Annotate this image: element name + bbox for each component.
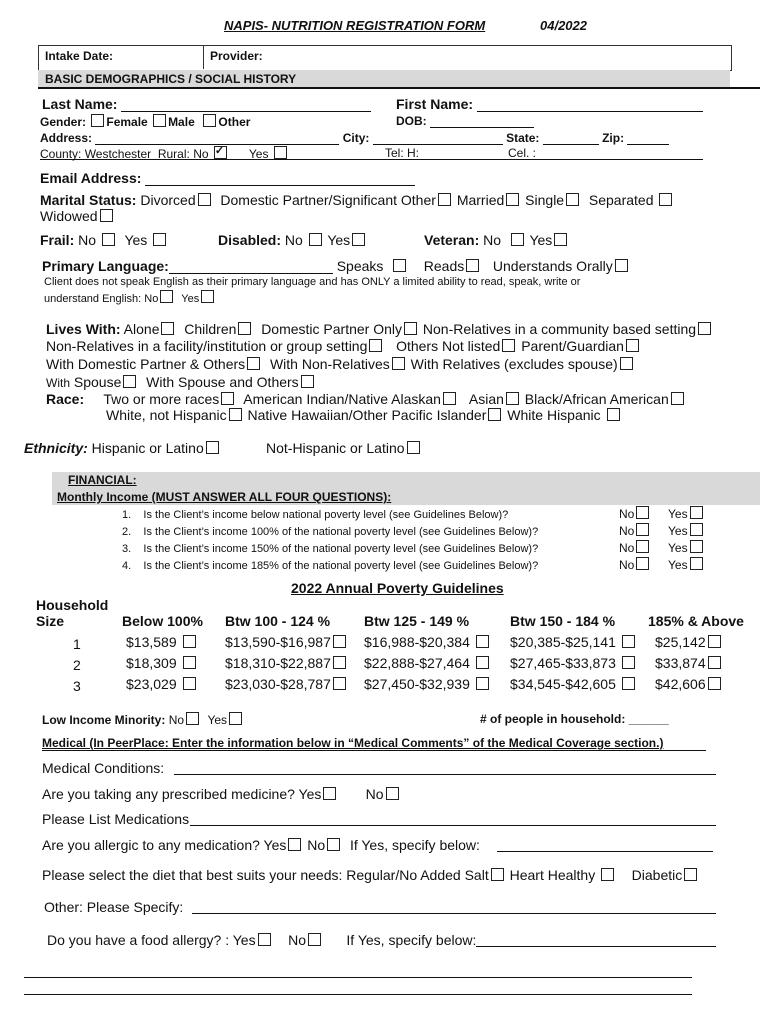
prescribed-yes-checkbox[interactable] — [323, 787, 336, 800]
intake-box — [38, 45, 732, 71]
food-allergy-yes-checkbox[interactable] — [258, 933, 271, 946]
lives-with-label: Lives With: — [46, 321, 121, 337]
col-100-124: Btw 100 - 124 % — [225, 613, 331, 629]
lep-no-label: understand English: No — [44, 293, 159, 305]
demographics-heading: BASIC DEMOGRAPHICS / SOCIAL HISTORY — [45, 72, 297, 86]
marital-label: Marital Status: — [40, 192, 137, 208]
lep-row — [44, 290, 216, 305]
allergic-yes-label: Are you allergic to any medication? Yes — [42, 837, 287, 853]
not-hispanic-label: Not-Hispanic or Latino — [266, 440, 405, 456]
poverty-cell — [655, 674, 723, 695]
poverty-checkbox[interactable] — [333, 677, 346, 690]
diet-row — [42, 867, 699, 883]
food-allergy-row — [47, 932, 476, 948]
reads-label: Reads — [423, 258, 465, 274]
yes-checkbox[interactable] — [690, 506, 703, 519]
understands-label: Understands Orally — [492, 258, 613, 274]
single-label: Single — [525, 192, 565, 208]
poverty-checkbox[interactable] — [622, 677, 635, 690]
col-185-above: 185% & Above — [648, 613, 744, 629]
low-income-yes-checkbox[interactable] — [229, 712, 242, 725]
rural-label: Rural: No — [157, 147, 209, 161]
question-text: Is the Client’s income 100% of the national poverty level (see Guidelines Below)? — [143, 526, 539, 538]
yes-label: Yes — [668, 507, 688, 521]
divorced-checkbox[interactable] — [198, 193, 211, 206]
frail-label: Frail: — [40, 232, 75, 248]
income-answer-row — [619, 523, 705, 540]
low-income-row — [42, 712, 244, 727]
question-number: 4. — [122, 560, 132, 572]
widowed-checkbox[interactable] — [100, 209, 113, 222]
disabled-no-label: No — [284, 232, 303, 248]
single-checkbox[interactable] — [566, 193, 579, 206]
household-size: 3 — [73, 678, 81, 694]
household-sizes — [73, 634, 81, 697]
low-income-yes-label: Yes — [207, 713, 228, 727]
food-allergy-specify-field[interactable] — [476, 946, 716, 947]
not-hispanic-row — [266, 440, 422, 456]
poverty-cell — [126, 674, 198, 695]
language-label: Primary Language: — [42, 258, 169, 274]
dp-only-checkbox[interactable] — [404, 322, 417, 335]
poverty-checkbox[interactable] — [708, 656, 721, 669]
county-underline — [40, 159, 703, 160]
not-hispanic-checkbox[interactable] — [407, 441, 420, 454]
dp-others-checkbox[interactable] — [247, 357, 260, 370]
white-nh-checkbox[interactable] — [229, 408, 242, 421]
others-nl-checkbox[interactable] — [502, 339, 515, 352]
race-row-2 — [106, 407, 622, 423]
poverty-value: $25,142 — [655, 634, 706, 650]
poverty-cell — [364, 674, 491, 695]
poverty-checkbox[interactable] — [183, 635, 196, 648]
other-specify-label: Other: Please Specify: — [44, 899, 184, 915]
income-question — [122, 558, 538, 575]
male-label: Male — [168, 115, 195, 129]
medical-heading: Medical (In PeerPlace: Enter the information below in “Medical Comments” of the Medical Coverage section.) — [42, 736, 664, 750]
poverty-cell — [364, 653, 491, 674]
list-meds-label: Please List Medications — [42, 811, 190, 827]
veteran-no-label: No — [483, 232, 502, 248]
household-size: 2 — [73, 657, 81, 673]
male-checkbox[interactable] — [153, 114, 166, 127]
last-name-row — [42, 96, 371, 112]
zip-field[interactable] — [627, 132, 669, 145]
no-checkbox[interactable] — [636, 523, 649, 536]
disabled-no-checkbox[interactable] — [309, 233, 322, 246]
col-150-184: Btw 150 - 184 % — [510, 613, 616, 629]
relatives-label: With Relatives (excludes spouse) — [410, 356, 618, 372]
poverty-cell — [655, 653, 723, 674]
married-checkbox[interactable] — [506, 193, 519, 206]
speaks-checkbox[interactable] — [393, 259, 406, 272]
heart-healthy-checkbox[interactable] — [601, 868, 614, 881]
prescribed-label: Are you taking any prescribed medicine? Yes — [42, 786, 322, 802]
rural-no-checkbox[interactable] — [214, 146, 227, 159]
poverty-title: 2022 Annual Poverty Guidelines — [291, 580, 504, 596]
frail-row — [40, 232, 168, 248]
poverty-checkbox[interactable] — [476, 677, 489, 690]
poverty-value: $42,606 — [655, 676, 706, 692]
black-label: Black/African American — [524, 391, 669, 407]
income-question — [122, 507, 538, 524]
poverty-value: $34,545-$42,605 — [510, 676, 616, 692]
divorced-label: Divorced — [140, 192, 196, 208]
rural-yes-label: Yes — [248, 147, 269, 161]
poverty-value: $23,030-$28,787 — [225, 676, 331, 692]
frail-no-checkbox[interactable] — [102, 233, 115, 246]
frail-no-label: No — [78, 232, 97, 248]
zip-label: Zip: — [602, 131, 625, 145]
medical-heading-underline — [42, 750, 706, 751]
with-spouse-prefix: With — [46, 376, 70, 390]
hawaiian-checkbox[interactable] — [488, 408, 501, 421]
poverty-value: $20,385-$25,141 — [510, 634, 616, 650]
col-125-149-values — [364, 632, 491, 695]
lep-yes-checkbox[interactable] — [201, 290, 214, 303]
notes-line-2[interactable] — [24, 994, 692, 995]
county-label: County: Westchester — [40, 147, 152, 161]
poverty-value: $18,309 — [126, 655, 177, 671]
yes-label: Yes — [668, 524, 688, 538]
prescribed-no-checkbox[interactable] — [386, 787, 399, 800]
state-field[interactable] — [543, 132, 599, 145]
no-label: No — [619, 541, 635, 555]
female-label: Female — [106, 115, 148, 129]
dob-label: DOB: — [396, 114, 427, 128]
col-185-above-values — [655, 632, 723, 695]
poverty-cell — [510, 632, 637, 653]
relatives-checkbox[interactable] — [620, 357, 633, 370]
hawaiian-label: Native Hawaiian/Other Pacific Islander — [247, 407, 487, 423]
last-name-field[interactable] — [121, 99, 371, 112]
lives-row-1 — [46, 321, 713, 337]
lep-yes-label: Yes — [181, 293, 200, 305]
poverty-checkbox[interactable] — [333, 656, 346, 669]
food-allergy-yes-label: Do you have a food allergy? : Yes — [47, 932, 256, 948]
poverty-checkbox[interactable] — [476, 656, 489, 669]
low-income-label: Low Income Minority: — [42, 713, 166, 727]
food-allergy-no-checkbox[interactable] — [308, 933, 321, 946]
parent-label: Parent/Guardian — [521, 338, 624, 354]
alone-label: Alone — [123, 321, 160, 337]
disabled-label: Disabled: — [218, 232, 282, 248]
allergic-row — [42, 837, 480, 853]
food-allergy-specify-label: If Yes, specify below: — [346, 932, 477, 948]
with-spouse-label: Spouse — [73, 374, 122, 390]
list-meds-field[interactable] — [190, 825, 716, 826]
understands-checkbox[interactable] — [615, 259, 628, 272]
poverty-cell — [655, 632, 723, 653]
question-text: Is the Client’s income 150% of the national poverty level (see Guidelines Below)? — [143, 543, 539, 555]
form-date: 04/2022 — [540, 18, 587, 33]
allergic-specify-label: If Yes, specify below: — [349, 837, 480, 853]
amer-indian-checkbox[interactable] — [443, 392, 456, 405]
poverty-cell — [126, 632, 198, 653]
veteran-no-checkbox[interactable] — [511, 233, 524, 246]
race-label: Race: — [46, 391, 85, 407]
lives-row-3 — [46, 356, 635, 372]
poverty-value: $16,988-$20,384 — [364, 634, 470, 650]
poverty-cell — [510, 674, 637, 695]
reads-checkbox[interactable] — [466, 259, 479, 272]
question-number: 1. — [122, 509, 132, 521]
alone-checkbox[interactable] — [161, 322, 174, 335]
dob-row — [396, 114, 534, 128]
poverty-value: $22,888-$27,464 — [364, 655, 470, 671]
allergic-yes-checkbox[interactable] — [288, 838, 301, 851]
household-size: 1 — [73, 636, 81, 652]
poverty-checkbox[interactable] — [183, 677, 196, 690]
rural-yes-checkbox[interactable] — [274, 146, 287, 159]
disabled-yes-checkbox[interactable] — [352, 233, 365, 246]
last-name-label: Last Name: — [42, 96, 118, 112]
poverty-checkbox[interactable] — [708, 677, 721, 690]
col-below-100-values — [126, 632, 198, 695]
asian-label: Asian — [468, 391, 504, 407]
diabetic-label: Diabetic — [631, 867, 683, 883]
allergic-specify-field[interactable] — [497, 851, 713, 852]
income-question — [122, 541, 538, 558]
language-row — [42, 258, 630, 274]
diabetic-checkbox[interactable] — [684, 868, 697, 881]
speaks-label: Speaks — [336, 258, 384, 274]
poverty-checkbox[interactable] — [476, 635, 489, 648]
lep-no-checkbox[interactable] — [160, 290, 173, 303]
disabled-yes-label: Yes — [327, 232, 351, 248]
allergic-no-label: No — [307, 837, 326, 853]
parent-checkbox[interactable] — [626, 339, 639, 352]
income-answer-row — [619, 506, 705, 523]
partner-checkbox[interactable] — [438, 193, 451, 206]
yes-label: Yes — [668, 558, 688, 572]
non-rels-label: With Non-Relatives — [269, 356, 390, 372]
diet-regular-checkbox[interactable] — [491, 868, 504, 881]
spouse-others-checkbox[interactable] — [301, 375, 314, 388]
spouse-others-label: With Spouse and Others — [146, 374, 299, 390]
poverty-value: $27,450-$32,939 — [364, 676, 470, 692]
veteran-label: Veteran: — [424, 232, 480, 248]
question-number: 3. — [122, 543, 132, 555]
dp-only-label: Domestic Partner Only — [261, 321, 403, 337]
female-checkbox[interactable] — [91, 114, 104, 127]
conditions-label: Medical Conditions: — [42, 760, 165, 776]
poverty-value: $33,874 — [655, 655, 706, 671]
city-field[interactable] — [373, 132, 503, 145]
first-name-field[interactable] — [477, 99, 703, 112]
poverty-value: $13,590-$16,987 — [225, 634, 331, 650]
separated-label: Separated — [588, 192, 654, 208]
state-label: State: — [506, 131, 540, 145]
address-row — [40, 131, 669, 145]
poverty-cell — [225, 653, 348, 674]
veteran-row — [424, 232, 569, 248]
no-checkbox[interactable] — [636, 540, 649, 553]
other-gender-checkbox[interactable] — [203, 114, 216, 127]
veteran-yes-label: Yes — [529, 232, 553, 248]
children-checkbox[interactable] — [238, 322, 251, 335]
race-row-1 — [46, 391, 686, 407]
no-label: No — [619, 507, 635, 521]
email-field[interactable] — [145, 173, 415, 186]
children-label: Children — [184, 321, 237, 337]
people-in-household: # of people in household: ______ — [480, 712, 669, 726]
income-answer-row — [619, 557, 705, 574]
col-100-124-values — [225, 632, 348, 695]
yes-checkbox[interactable] — [690, 523, 703, 536]
poverty-cell — [225, 674, 348, 695]
poverty-value: $13,589 — [126, 634, 177, 650]
non-rel-fac-checkbox[interactable] — [369, 339, 382, 352]
question-text: Is the Client’s income below national poverty level (see Guidelines Below)? — [143, 509, 509, 521]
poverty-cell — [225, 632, 348, 653]
non-rel-comm-label: Non-Relatives in a community based setting — [422, 321, 697, 337]
black-checkbox[interactable] — [671, 392, 684, 405]
poverty-checkbox[interactable] — [708, 635, 721, 648]
ethnicity-row — [24, 440, 221, 456]
address-label: Address: — [40, 131, 93, 145]
dp-others-label: With Domestic Partner & Others — [46, 356, 246, 372]
no-label: No — [619, 524, 635, 538]
separated-checkbox[interactable] — [659, 193, 672, 206]
poverty-checkbox[interactable] — [183, 656, 196, 669]
hispanic-checkbox[interactable] — [206, 441, 219, 454]
lep-line-1: Client does not speak English as their primary language and has ONLY a limited ability to read, speak, write or — [44, 276, 581, 288]
prescribed-no-label: No — [365, 786, 384, 802]
provider-label: Provider: — [210, 49, 263, 63]
poverty-cell — [126, 653, 198, 674]
marital-row — [40, 192, 674, 208]
income-answer-row — [619, 540, 705, 557]
tel-label: Tel: H: — [385, 146, 420, 160]
first-name-label: First Name: — [396, 96, 474, 112]
poverty-value: $23,029 — [126, 676, 177, 692]
poverty-value: $27,465-$33,873 — [510, 655, 616, 671]
poverty-cell — [364, 632, 491, 653]
low-income-no-checkbox[interactable] — [186, 712, 199, 725]
notes-line-1[interactable] — [24, 977, 692, 978]
disabled-row — [218, 232, 367, 248]
widowed-row — [40, 208, 115, 224]
hispanic-label: Hispanic or Latino — [91, 440, 204, 456]
income-questions — [122, 507, 538, 575]
gender-row — [40, 114, 250, 129]
other-specify-field[interactable] — [192, 913, 716, 914]
no-checkbox[interactable] — [636, 506, 649, 519]
frail-yes-label: Yes — [124, 232, 148, 248]
other-gender-label: Other — [218, 115, 251, 129]
question-number: 2. — [122, 526, 132, 538]
non-rel-comm-checkbox[interactable] — [698, 322, 711, 335]
others-nl-label: Others Not listed — [396, 338, 501, 354]
demographics-rule — [38, 87, 760, 89]
lives-row-4 — [46, 374, 316, 390]
income-question — [122, 524, 538, 541]
non-rel-fac-label: Non-Relatives in a facility/institution or group setting — [46, 338, 368, 354]
conditions-field[interactable] — [174, 774, 716, 775]
yes-checkbox[interactable] — [690, 540, 703, 553]
partner-label: Domestic Partner/Significant Other — [220, 192, 436, 208]
non-rels-checkbox[interactable] — [392, 357, 405, 370]
first-name-row — [396, 96, 703, 112]
question-text: Is the Client’s income 185% of the national poverty level (see Guidelines Below)? — [143, 560, 539, 572]
yes-checkbox[interactable] — [690, 557, 703, 570]
two-more-checkbox[interactable] — [221, 392, 234, 405]
intake-date-label: Intake Date: — [45, 49, 114, 63]
monthly-income-heading: Monthly Income (MUST ANSWER ALL FOUR QUESTIONS): — [57, 490, 392, 504]
ethnicity-label: Ethnicity: — [24, 440, 88, 456]
email-label: Email Address: — [40, 170, 142, 186]
intake-divider — [203, 45, 204, 69]
gender-label: Gender: — [40, 115, 87, 129]
low-income-no-label: No — [168, 713, 185, 727]
income-answers — [619, 506, 705, 574]
poverty-checkbox[interactable] — [622, 656, 635, 669]
two-more-label: Two or more races — [103, 391, 220, 407]
yes-label: Yes — [668, 541, 688, 555]
allergic-no-checkbox[interactable] — [327, 838, 340, 851]
financial-heading: FINANCIAL: — [68, 473, 137, 487]
heart-healthy-label: Heart Healthy — [509, 867, 596, 883]
amer-indian-label: American Indian/Native Alaskan — [243, 391, 441, 407]
married-label: Married — [456, 192, 505, 208]
language-field[interactable] — [169, 261, 333, 274]
poverty-checkbox[interactable] — [622, 635, 635, 648]
widowed-label: Widowed — [40, 208, 98, 224]
cel-label: Cel. : — [508, 146, 537, 160]
col-150-184-values — [510, 632, 637, 695]
with-spouse-checkbox[interactable] — [123, 375, 136, 388]
city-label: City: — [342, 131, 370, 145]
food-allergy-no-label: No — [288, 932, 307, 948]
col-125-149: Btw 125 - 149 % — [364, 613, 470, 629]
white-nh-label: White, not Hispanic — [106, 407, 227, 423]
household-heading-1: Household — [36, 597, 109, 613]
no-label: No — [619, 558, 635, 572]
no-checkbox[interactable] — [636, 557, 649, 570]
dob-field[interactable] — [430, 115, 534, 128]
form-title: NAPIS- NUTRITION REGISTRATION FORM — [224, 18, 486, 33]
household-heading-2: Size — [36, 613, 65, 629]
lives-row-2 — [46, 338, 641, 354]
frail-yes-checkbox[interactable] — [153, 233, 166, 246]
white-h-label: White Hispanic — [507, 407, 601, 423]
prescribed-row — [42, 786, 401, 802]
poverty-value: $18,310-$22,887 — [225, 655, 331, 671]
diet-label: Please select the diet that best suits your needs: Regular/No Added Salt — [42, 867, 489, 883]
asian-checkbox[interactable] — [506, 392, 519, 405]
veteran-yes-checkbox[interactable] — [554, 233, 567, 246]
white-h-checkbox[interactable] — [607, 408, 620, 421]
col-below-100: Below 100% — [122, 613, 203, 629]
email-row — [40, 170, 415, 186]
poverty-cell — [510, 653, 637, 674]
poverty-checkbox[interactable] — [333, 635, 346, 648]
